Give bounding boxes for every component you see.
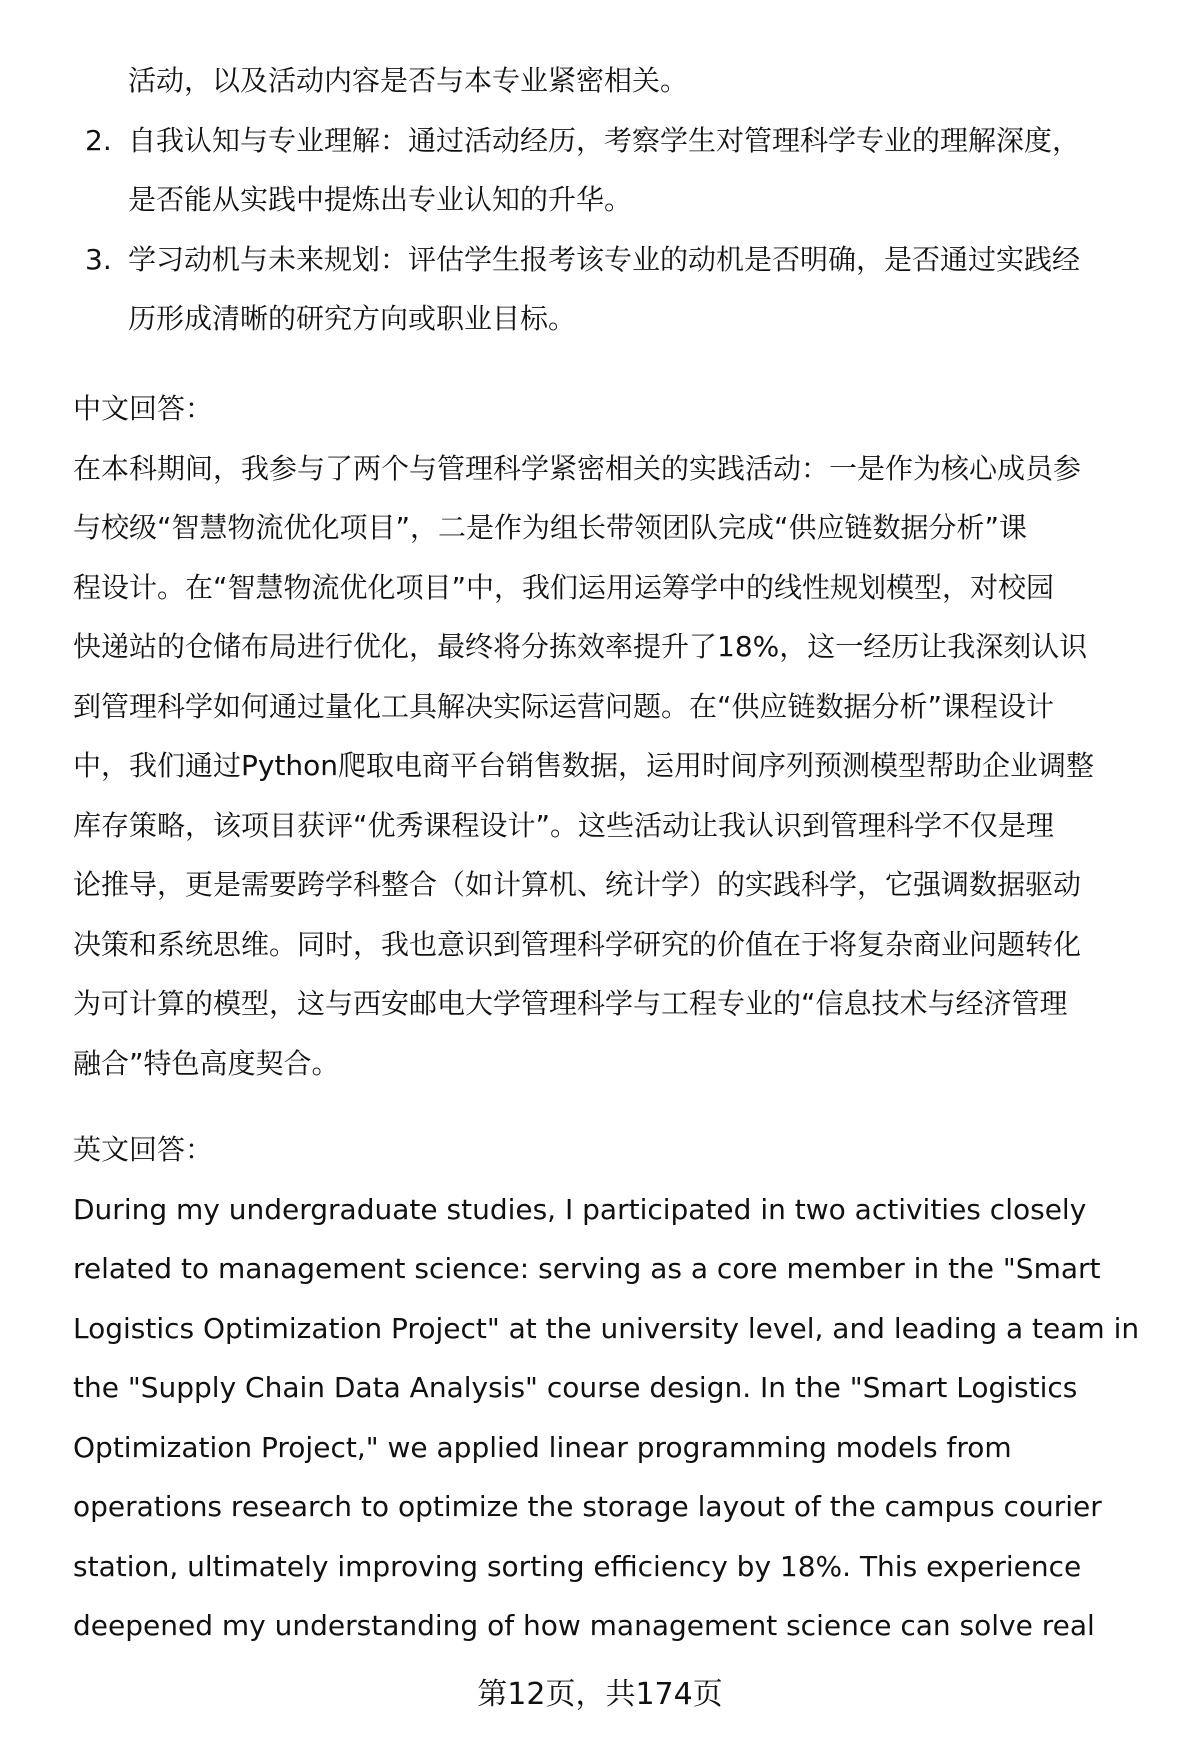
paragraph-line: 在本科期间，我参与了两个与管理科学紧密相关的实践活动：一是作为核心成员参	[73, 451, 1082, 485]
list-item-text: 是否能从实践中提炼出专业认知的升华。	[128, 183, 633, 216]
paragraph-line: 库存策略，该项目获评“优秀课程设计”。这些活动让我认识到管理科学不仅是理	[73, 808, 1055, 842]
paragraph-line: Optimization Project," we applied linear programming models from	[73, 1430, 1012, 1464]
section-heading: 中文回答：	[73, 392, 214, 425]
paragraph-line: station, ultimately improving sorting efficiency by 18%. This experience	[73, 1549, 1082, 1583]
paragraph-line: 论推导，更是需要跨学科整合（如计算机、统计学）的实践科学，它强调数据驱动	[73, 868, 1082, 901]
paragraph-line: 决策和系统思维。同时，我也意识到管理科学研究的价值在于将复杂商业问题转化	[73, 927, 1082, 961]
paragraph-line: related to management science: serving as a core member in the "Smart	[73, 1252, 1101, 1285]
paragraph-line: Logistics Optimization Project" at the university level, and leading a team in	[73, 1311, 1140, 1345]
paragraph-line: 为可计算的模型，这与西安邮电大学管理科学与工程专业的“信息技术与经济管理	[73, 987, 1068, 1020]
paragraph-line: 程设计。在“智慧物流优化项目”中，我们运用运筹学中的线性规划模型，对校园	[73, 570, 1055, 604]
list-item-text: 自我认知与专业理解：通过活动经历，考察学生对管理科学专业的理解深度，	[128, 123, 1081, 157]
paragraph-line: 到管理科学如何通过量化工具解决实际运营问题。在“供应链数据分析”课程设计	[73, 689, 1055, 723]
page-number: 第12页，共174页	[477, 1677, 723, 1712]
list-item-text: 学习动机与未来规划：评估学生报考该专业的动机是否明确，是否通过实践经	[128, 242, 1081, 276]
paragraph-line: operations research to optimize the storage layout of the campus courier	[73, 1490, 1102, 1523]
list-item-text: 活动，以及活动内容是否与本专业紧密相关。	[128, 64, 689, 97]
paragraph-line: 与校级“智慧物流优化项目”，二是作为组长带领团队完成“供应链数据分析”课	[73, 511, 1028, 544]
paragraph-line: 快递站的仓储布局进行优化，最终将分拣效率提升了18%，这一经历让我深刻认识	[73, 630, 1088, 663]
list-item-text: 历形成清晰的研究方向或职业目标。	[128, 302, 577, 335]
paragraph-line: During my undergraduate studies, I participated in two activities closely	[73, 1192, 1087, 1226]
paragraph-line: the "Supply Chain Data Analysis" course design. In the "Smart Logistics	[73, 1371, 1078, 1404]
paragraph-line: 融合”特色高度契合。	[73, 1046, 340, 1080]
list-item-number: 2.	[85, 123, 112, 157]
paragraph-line: deepened my understanding of how management science can solve real	[73, 1609, 1095, 1642]
paragraph-line: 中，我们通过Python爬取电商平台销售数据，运用时间序列预测模型帮助企业调整	[73, 749, 1095, 782]
section-heading: 英文回答：	[73, 1133, 214, 1166]
list-item-number: 3.	[85, 242, 112, 276]
